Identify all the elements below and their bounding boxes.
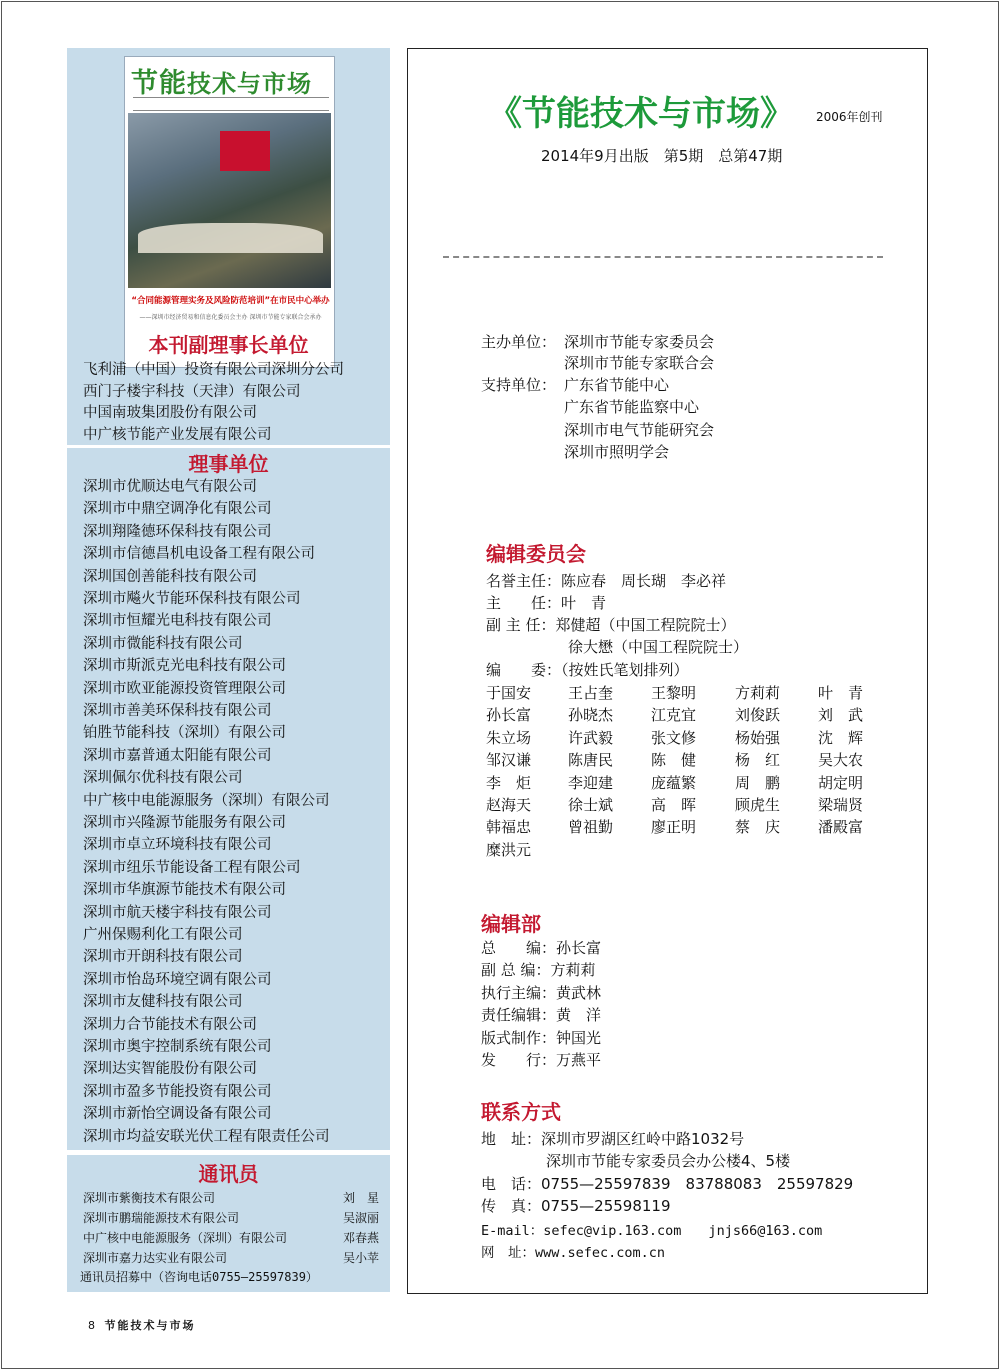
correspondent-org: 中广核中电能源服务（深圳）有限公司 xyxy=(83,1231,288,1245)
cover-photo-screen xyxy=(220,131,270,171)
cover-caption: “合同能源管理实务及风险防范培训”在市民中心举办 xyxy=(131,296,330,306)
council-item: 深圳市新怡空调设备有限公司 xyxy=(83,1106,272,1123)
council-item: 深圳翔隆德环保科技有限公司 xyxy=(83,523,272,540)
council-item: 深圳市纽乐节能设备工程有限公司 xyxy=(83,859,301,876)
correspondent-row xyxy=(83,1209,381,1226)
council-item: 深圳市友健科技有限公司 xyxy=(83,994,243,1011)
masthead-panel xyxy=(407,48,928,1294)
council-item: 深圳市盈多节能投资有限公司 xyxy=(83,1083,272,1100)
council-item: 深圳市华旗源节能技术有限公司 xyxy=(83,882,286,899)
council-item: 深圳市开朗科技有限公司 xyxy=(83,949,243,966)
committee-member: 叶 青 xyxy=(818,684,864,702)
contact-address-2: 深圳市节能专家委员会办公楼4、5楼 xyxy=(546,1152,791,1170)
committee-member: 刘 武 xyxy=(818,706,864,725)
council-item: 深圳市信德昌机电设备工程有限公司 xyxy=(83,546,315,563)
editorial-line: 发 行：万燕平 xyxy=(481,1051,602,1069)
vice-chair-item: 中国南玻集团股份有限公司 xyxy=(83,405,257,421)
host-2: 深圳市节能专家联合会 xyxy=(564,354,715,372)
committee-member: 糜洪元 xyxy=(486,840,532,859)
committee-director: 主 任：叶 青 xyxy=(486,594,607,612)
support-2: 广东省节能监察中心 xyxy=(564,398,700,416)
committee-member: 杨始强 xyxy=(735,728,781,747)
committee-member: 邹汉谦 xyxy=(486,751,532,770)
committee-member: 李 炬 xyxy=(486,773,532,792)
committee-member: 胡定明 xyxy=(818,773,864,792)
support-label: 支持单位： xyxy=(481,376,557,394)
council-item: 深圳力合节能技术有限公司 xyxy=(83,1016,257,1033)
editorial-line: 版式制作：钟国光 xyxy=(481,1028,602,1047)
committee-member: 曾祖勤 xyxy=(568,818,614,837)
contact-address-1: 地 址：深圳市罗湖区红岭中路1032号 xyxy=(481,1130,745,1148)
committee-member: 许武毅 xyxy=(568,728,614,747)
editorial-line: 总 编：孙长富 xyxy=(481,939,602,957)
contact-phone: 电 话：0755—25597839 83788083 25597829 xyxy=(481,1175,854,1193)
council-item: 中广核中电能源服务（深圳）有限公司 xyxy=(83,792,330,809)
vice-chair-item: 中广核节能产业发展有限公司 xyxy=(83,426,272,443)
committee-member: 李迎建 xyxy=(568,773,614,792)
committee-deputy-2: 徐大懋（中国工程院院士） xyxy=(568,638,749,656)
correspondent-org: 深圳市嘉力达实业有限公司 xyxy=(83,1251,228,1265)
editorial-line: 副 总 编：方莉莉 xyxy=(481,961,596,980)
council-item: 深圳市怡岛环境空调有限公司 xyxy=(83,971,272,988)
committee-member: 赵海天 xyxy=(486,796,532,814)
committee-member: 蔡 庆 xyxy=(735,818,781,837)
council-item: 深圳市优顺达电气有限公司 xyxy=(83,479,257,495)
committee-member: 孙长富 xyxy=(486,706,532,725)
correspondent-org: 深圳市鹏瑞能源技术有限公司 xyxy=(83,1211,240,1225)
committee-member: 方莉莉 xyxy=(735,684,781,702)
committee-honorary: 名誉主任：陈应春 周长瑚 李必祥 xyxy=(486,572,727,590)
correspondent-row xyxy=(83,1229,381,1246)
correspondent-row xyxy=(83,1189,381,1206)
editorial-line: 执行主编：黄武林 xyxy=(481,983,602,1002)
footer-magazine-name: 节能技术与市场 xyxy=(104,1319,196,1332)
committee-member: 张文修 xyxy=(651,728,697,747)
committee-member: 梁瑞贤 xyxy=(818,796,864,814)
editorial-title: 编辑部 xyxy=(481,912,541,936)
correspondent-name: 邓春燕 xyxy=(342,1231,379,1245)
correspondent-name: 刘 星 xyxy=(342,1191,379,1205)
vice-chair-item: 西门子楼宇科技（天津）有限公司 xyxy=(83,383,301,400)
committee-member: 高 晖 xyxy=(651,796,697,814)
council-item: 深圳市嘉普通太阳能有限公司 xyxy=(83,747,272,764)
council-item: 深圳市均益安联光伏工程有限责任公司 xyxy=(83,1128,330,1145)
contact-fax: 传 真：0755—25598119 xyxy=(481,1197,671,1215)
council-item: 深圳市航天楼宇科技有限公司 xyxy=(83,904,272,921)
support-4: 深圳市照明学会 xyxy=(564,443,670,461)
committee-members-label: 编 委：（按姓氏笔划排列） xyxy=(486,661,689,679)
committee-member: 于国安 xyxy=(486,684,532,702)
council-item: 深圳市善美环保科技有限公司 xyxy=(83,703,272,719)
vice-chair-item: 飞利浦（中国）投资有限公司深圳分公司 xyxy=(83,362,344,378)
committee-member: 庞蕴繁 xyxy=(651,773,697,792)
host-1: 深圳市节能专家委员会 xyxy=(564,333,715,351)
magazine-cover-image xyxy=(124,56,335,368)
correspondent-panel xyxy=(67,1155,390,1292)
magazine-title: 《节能技术与市场》 xyxy=(488,94,794,134)
dashed-divider xyxy=(443,256,883,258)
committee-member: 沈 辉 xyxy=(818,728,864,747)
cover-title-b: 技术与市场 xyxy=(187,69,312,98)
page-number: 8 xyxy=(88,1319,95,1332)
committee-member: 朱立场 xyxy=(486,728,532,747)
council-item: 深圳市卓立环境科技有限公司 xyxy=(83,837,272,854)
vice-chair-title: 本刊副理事长单位 xyxy=(148,333,309,357)
host-label: 主办单位： xyxy=(481,333,557,351)
cover-photo-table xyxy=(138,223,323,253)
cover-title-a: 节能 xyxy=(131,68,187,99)
issue-info: 2014年9月出版 第5期 总第47期 xyxy=(541,147,783,165)
council-item: 广州保赐利化工有限公司 xyxy=(83,927,243,943)
support-3: 深圳市电气节能研究会 xyxy=(564,421,715,439)
council-item: 深圳达实智能股份有限公司 xyxy=(83,1061,257,1078)
council-item: 深圳市飚火节能环保科技有限公司 xyxy=(83,591,301,607)
committee-member: 周 鹏 xyxy=(735,773,781,792)
contact-email: E-mail：sefec@vip.163.com jnjs66@163.com xyxy=(481,1223,823,1239)
editorial-line: 责任编辑：黄 洋 xyxy=(481,1006,602,1025)
contact-website: 网 址：www.sefec.com.cn xyxy=(481,1245,666,1261)
committee-title: 编辑委员会 xyxy=(486,542,586,566)
council-item: 深圳国创善能科技有限公司 xyxy=(83,568,257,585)
page-footer xyxy=(88,1317,196,1333)
committee-member: 江克宜 xyxy=(651,706,697,725)
committee-member: 杨 红 xyxy=(735,751,781,770)
council-title: 理事单位 xyxy=(188,452,269,476)
council-item: 深圳市中鼎空调净化有限公司 xyxy=(83,501,272,518)
council-panel xyxy=(67,448,390,1150)
correspondent-name: 吴淑丽 xyxy=(342,1211,379,1225)
cover-title xyxy=(131,61,312,100)
council-item: 深圳市欧亚能源投资管理限公司 xyxy=(83,680,286,697)
correspondent-title: 通讯员 xyxy=(198,1162,259,1186)
cover-photo xyxy=(128,113,331,288)
committee-member: 韩福忠 xyxy=(486,818,532,837)
council-item: 深圳市恒耀光电科技有限公司 xyxy=(83,613,272,630)
committee-member: 顾虎生 xyxy=(735,796,781,814)
committee-member: 王占奎 xyxy=(568,684,614,702)
founded-year: 2006年创刊 xyxy=(816,110,883,124)
council-item: 深圳市微能科技有限公司 xyxy=(83,635,243,652)
cover-caption-2: ——深圳市经济贸易和信息化委员会主办 深圳市节能专家联合会承办 xyxy=(139,314,322,321)
committee-member: 吴大农 xyxy=(818,751,864,770)
correspondent-name: 吴小苹 xyxy=(342,1251,379,1265)
correspondent-org: 深圳市紫衡技术有限公司 xyxy=(83,1191,216,1205)
committee-member: 徐士斌 xyxy=(568,796,614,814)
cover-panel xyxy=(67,48,390,445)
committee-member: 王黎明 xyxy=(651,684,697,702)
cover-subline xyxy=(133,97,329,111)
contact-title: 联系方式 xyxy=(481,1100,561,1124)
committee-deputy-1: 副 主 任：郑健超（中国工程院院士） xyxy=(486,616,736,634)
correspondent-row xyxy=(83,1249,381,1266)
council-item: 深圳佩尔优科技有限公司 xyxy=(83,770,243,787)
committee-member: 刘俊跃 xyxy=(735,706,781,725)
committee-member: 陈 健 xyxy=(651,751,697,770)
committee-member: 孙晓杰 xyxy=(568,706,614,725)
committee-member: 廖正明 xyxy=(651,818,697,837)
correspondent-recruit: 通讯员招募中（咨询电话0755—25597839） xyxy=(80,1270,318,1284)
committee-member: 陈唐民 xyxy=(568,751,614,770)
council-item: 深圳市兴隆源节能服务有限公司 xyxy=(83,815,286,831)
support-1: 广东省节能中心 xyxy=(564,376,670,394)
council-item: 深圳市奥宇控制系统有限公司 xyxy=(83,1039,272,1055)
council-item: 铂胜节能科技（深圳）有限公司 xyxy=(83,725,286,742)
committee-member: 潘殿富 xyxy=(818,818,864,837)
council-item: 深圳市斯派克光电科技有限公司 xyxy=(83,658,286,675)
